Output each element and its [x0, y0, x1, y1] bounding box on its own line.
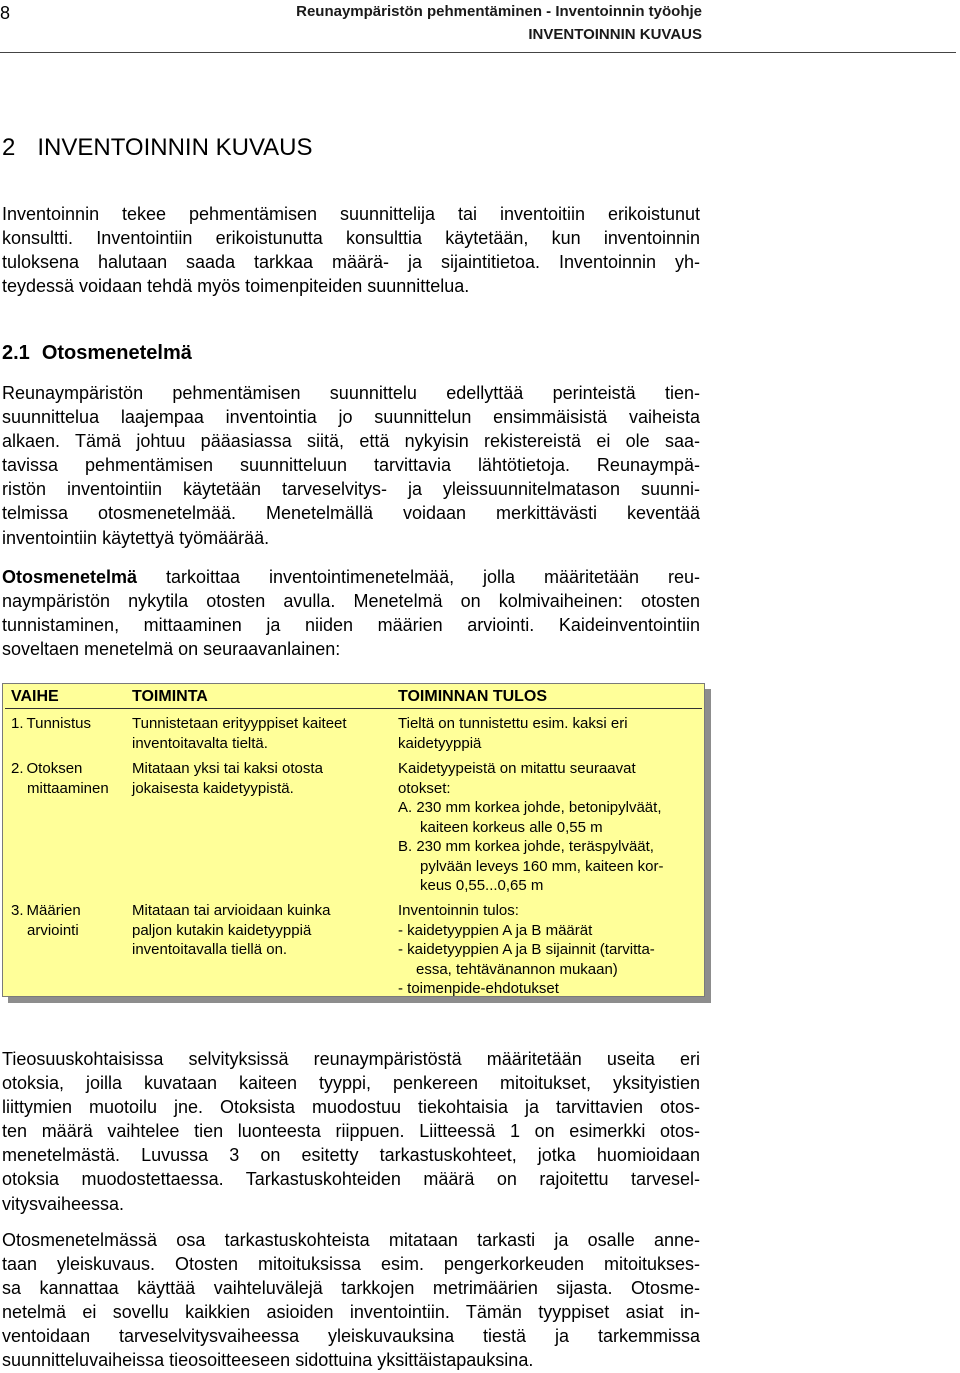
table-header-action: TOIMINTA: [132, 688, 208, 705]
header-rule: [0, 52, 956, 53]
text-line: menetelmästä. Luvussa 3 on esitetty tarkastuskohteet, jotka huomioidaan: [2, 1145, 700, 1166]
running-header-doc-title: Reunaympäristön pehmentäminen - Inventoinnin työohje: [296, 3, 702, 20]
text-line: otoksia, joilla kuvataan kaiteen tyyppi, penkereen mitoitukset, yksityistien: [2, 1073, 700, 1094]
paragraph-3: [2, 1047, 700, 1216]
text-line: liittymien muotoilu jne. Otoksista muodostuu tiekohtaisia ja tarvittavien otos-: [2, 1097, 700, 1118]
text-fragment: tarkoittaa inventointimenetelmää, jolla määritetään reu-: [137, 567, 700, 587]
running-header: [296, 0, 702, 46]
phase-label-cont: mittaaminen: [27, 779, 109, 797]
paragraph-1: [2, 381, 700, 550]
text-line: otoksia muodostettaessa. Tarkastuskohteiden määrä on rajoitettu tarvesel-: [2, 1169, 700, 1190]
text-line: alkaen. Tämä johtuu pääasiassa siitä, että nykyisin rekistereistä ei ole saa-: [2, 431, 700, 452]
cell-line: jokaisesta kaidetyypistä.: [132, 779, 294, 797]
cell-line: Inventoinnin tulos:: [398, 902, 519, 919]
table-row-2-action: [132, 759, 323, 798]
text-line: suunnitteluvaiheissa tieosoitteeseen sidottuina yksittäistapauksina.: [2, 1350, 534, 1371]
table-row-1-result: [398, 714, 628, 753]
phase-label: Tunnistus: [26, 715, 91, 732]
cell-line: inventoitavalta tieltä.: [132, 734, 268, 752]
cell-line: Mitataan yksi tai kaksi otosta: [132, 760, 323, 777]
text-line: Tieosuuskohtaisissa selvityksissä reunaympäristöstä määritetään useita eri: [2, 1049, 700, 1069]
cell-line: - toimenpide-ehdotukset: [398, 980, 559, 997]
text-line: Inventoinnin tekee pehmentämisen suunnittelija tai inventoitiin erikoistunut: [2, 204, 700, 224]
cell-line: otokset:: [398, 779, 451, 797]
table-row-3-action: [132, 901, 330, 960]
running-header-section-title: INVENTOINNIN KUVAUS: [528, 26, 702, 43]
text-line: suunnittelua laajempaa inventointia jo suunnittelun ensimmäisistä vaiheista: [2, 407, 700, 428]
subsection-heading: [2, 341, 192, 365]
cell-line: A. 230 mm korkea johde, betonipylväät,: [398, 799, 662, 816]
paragraph-4: [2, 1228, 700, 1373]
text-line: Reunaympäristön pehmentämisen suunnittelu edellyttää perinteistä tien-: [2, 383, 700, 403]
text-line: inventointiin käytettyä työmäärää.: [2, 527, 270, 548]
text-line: taan yleiskuvaus. Otosten mitoituksissa esim. pengerkorkeuden mitoitukses-: [2, 1254, 700, 1275]
section-heading: [2, 134, 313, 162]
table-row-2-phase: [11, 759, 109, 798]
method-table: [2, 683, 705, 997]
cell-line: B. 230 mm korkea johde, teräspylväät,: [398, 838, 654, 855]
cell-line: essa, tehtävänannon mukaan): [416, 960, 618, 978]
text-line: ten määrä vaihtelee tien luonteesta riippuen. Liitteessä 1 on esimerkki otos-: [2, 1121, 700, 1142]
table-header-rule: [5, 708, 702, 709]
table-row-3-phase: [11, 901, 81, 940]
intro-paragraph: [2, 202, 700, 298]
text-line: telmissa otosmenetelmää. Menetelmällä voidaan merkittävästi keventää: [2, 503, 700, 524]
phase-label: Määrien: [26, 902, 81, 919]
text-line: tunnistaminen, mittaaminen ja niiden määrien arviointi. Kaideinventointiin: [2, 615, 700, 636]
phase-label: Otoksen: [26, 760, 83, 777]
cell-line: Tunnistetaan erityyppiset kaiteet: [132, 715, 347, 732]
subsection-title: Otosmenetelmä: [41, 342, 192, 364]
table-row-1-action: [132, 714, 347, 753]
text-line: konsultti. Inventointiin erikoistunutta konsulttia käytetään, kun inventoinnin: [2, 228, 700, 249]
text-line: [2, 565, 700, 589]
page-number: 8: [0, 3, 11, 23]
section-title: INVENTOINNIN KUVAUS: [37, 134, 313, 161]
row-number: 3.: [11, 902, 24, 919]
text-line: sa kannattaa käyttää vaihteluvälejä tarkkojen metrimäärien sijasta. Otosme-: [2, 1278, 700, 1299]
table-row-2-result: [398, 759, 663, 896]
cell-line: keus 0,55...0,65 m: [420, 877, 544, 894]
text-line: teydessä voidaan tehdä myös toimenpiteiden suunnittelua.: [2, 276, 470, 297]
text-line: Otosmenetelmässä osa tarkastuskohteista mitataan tarkasti ja osalle anne-: [2, 1230, 700, 1250]
text-line: naympäristön nykytila otosten avulla. Menetelmä on kolmivaiheinen: otosten: [2, 591, 700, 612]
cell-line: kaidetyyppiä: [398, 734, 482, 752]
cell-line: inventoitavalla tiellä on.: [132, 941, 288, 958]
row-number: 1.: [11, 715, 24, 732]
text-line: vitysvaiheessa.: [2, 1193, 125, 1214]
text-line: ventoidaan tarveselvitysvaiheessa yleiskuvauksina tiestä ja tarkemmissa: [2, 1326, 700, 1347]
text-line: soveltaen menetelmä on seuraavanlainen:: [2, 639, 341, 660]
defined-term: Otosmenetelmä: [2, 567, 138, 587]
text-line: netelmä ei sovellu kaikkien asioiden inventointiin. Tämän tyyppiset asiat in-: [2, 1302, 700, 1323]
cell-line: Mitataan tai arvioidaan kuinka: [132, 902, 331, 919]
phase-label-cont: arviointi: [27, 921, 79, 939]
row-number: 2.: [11, 760, 24, 777]
cell-line: Tieltä on tunnistettu esim. kaksi eri: [398, 715, 628, 732]
table-header-phase: VAIHE: [11, 688, 59, 705]
cell-line: - kaidetyyppien A ja B sijainnit (tarvitta-: [398, 941, 655, 958]
text-line: tavissa pehmentämisen suunnitteluun tarvittavia lähtötietoja. Reunaympä-: [2, 455, 700, 476]
cell-line: Kaidetyypeistä on mitattu seuraavat: [398, 760, 636, 777]
cell-line: pylvään leveys 160 mm, kaiteen kor-: [420, 857, 664, 875]
table-header-result: TOIMINNAN TULOS: [398, 688, 548, 705]
cell-line: kaiteen korkeus alle 0,55 m: [420, 818, 603, 836]
subsection-number: 2.1: [2, 342, 30, 364]
section-number: 2: [2, 134, 16, 161]
text-line: ristön inventointiin käytetään tarveselvitys- ja yleissuunnitelmatason suunni-: [2, 479, 700, 500]
paragraph-2: [2, 565, 700, 661]
text-line: tuloksena halutaan saada tarkkaa määrä- ja sijaintitietoa. Inventoinnin yh-: [2, 252, 700, 273]
table-row-3-result: [398, 901, 655, 999]
cell-line: - kaidetyyppien A ja B määrät: [398, 921, 593, 939]
table-row-1-phase: [11, 714, 91, 734]
cell-line: paljon kutakin kaidetyyppiä: [132, 921, 312, 939]
